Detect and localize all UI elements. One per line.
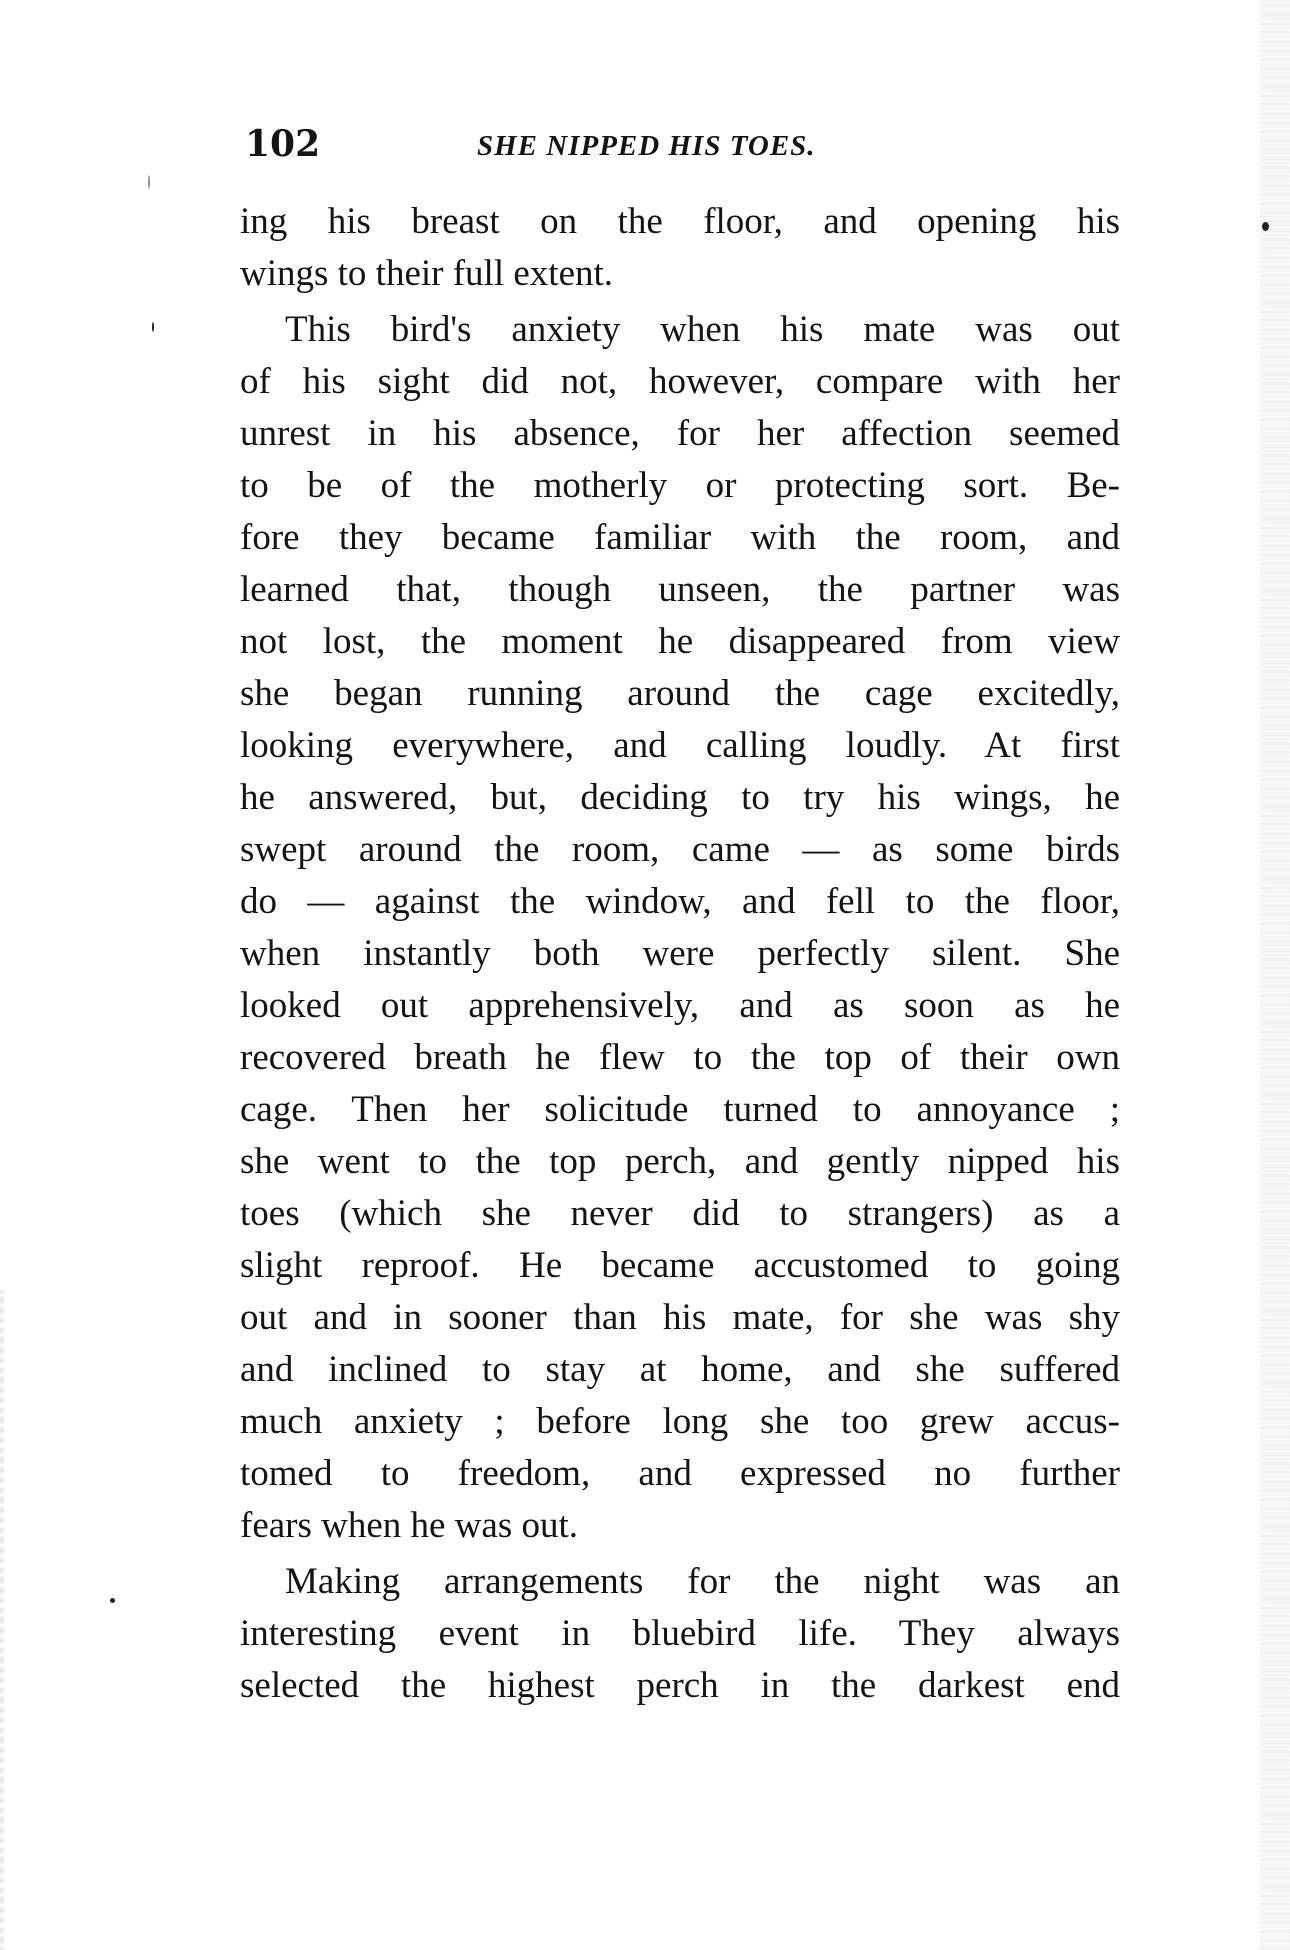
text-line: when instantly both were perfectly silent. She xyxy=(240,933,1120,974)
text-line: fears when he was out. xyxy=(240,1505,579,1546)
text-line: not lost, the moment he disappeared from view xyxy=(240,621,1120,662)
running-head: SHE NIPPED HIS TOES. xyxy=(477,130,816,162)
text-line: wings to their full extent. xyxy=(240,253,614,294)
text-line: unrest in his absence, for her affection seemed xyxy=(240,413,1120,454)
page-edge-left xyxy=(0,1290,4,1950)
text-line: toes (which she never did to strangers) as a xyxy=(240,1193,1120,1234)
text-line: looking everywhere, and calling loudly. At first xyxy=(240,725,1120,766)
paragraph xyxy=(240,304,1120,1552)
text-line: he answered, but, deciding to try his wings, he xyxy=(240,777,1120,818)
text-line: looked out apprehensively, and as soon as he xyxy=(240,985,1120,1026)
text-line: tomed to freedom, and expressed no further xyxy=(240,1453,1120,1494)
page-number: 102 xyxy=(245,123,321,165)
text-line: to be of the motherly or protecting sort. Be- xyxy=(240,465,1120,506)
text-line: fore they became familiar with the room, and xyxy=(240,517,1120,558)
text-line: learned that, though unseen, the partner was xyxy=(240,569,1120,610)
text-line: of his sight did not, however, compare with her xyxy=(240,361,1120,402)
text-line: This bird's anxiety when his mate was out xyxy=(285,309,1120,350)
text-line: and inclined to stay at home, and she suffered xyxy=(240,1349,1120,1390)
text-line: out and in sooner than his mate, for she was shy xyxy=(240,1297,1120,1338)
paragraph xyxy=(240,196,1120,300)
page-header xyxy=(245,122,1125,172)
text-line: interesting event in bluebird life. They always xyxy=(240,1613,1120,1654)
scan-speck xyxy=(1262,222,1269,231)
scan-speck xyxy=(148,175,150,189)
scan-speck xyxy=(152,322,154,332)
text-line: she began running around the cage excitedly, xyxy=(240,673,1120,714)
text-line: cage. Then her solicitude turned to annoyance ; xyxy=(240,1089,1120,1130)
text-line: ing his breast on the floor, and opening his xyxy=(240,201,1120,242)
text-line: much anxiety ; before long she too grew accus- xyxy=(240,1401,1120,1442)
body-text xyxy=(240,196,1120,1712)
text-line: do — against the window, and fell to the floor, xyxy=(240,881,1120,922)
text-line: selected the highest perch in the darkest end xyxy=(240,1665,1120,1706)
page-edge-right xyxy=(1260,0,1290,1950)
text-line: she went to the top perch, and gently nipped his xyxy=(240,1141,1120,1182)
scan-speck xyxy=(110,1598,115,1603)
text-line: swept around the room, came — as some birds xyxy=(240,829,1120,870)
text-line: Making arrangements for the night was an xyxy=(285,1561,1120,1602)
text-line: slight reproof. He became accustomed to going xyxy=(240,1245,1120,1286)
paragraph xyxy=(240,1556,1120,1712)
text-line: recovered breath he flew to the top of their own xyxy=(240,1037,1120,1078)
